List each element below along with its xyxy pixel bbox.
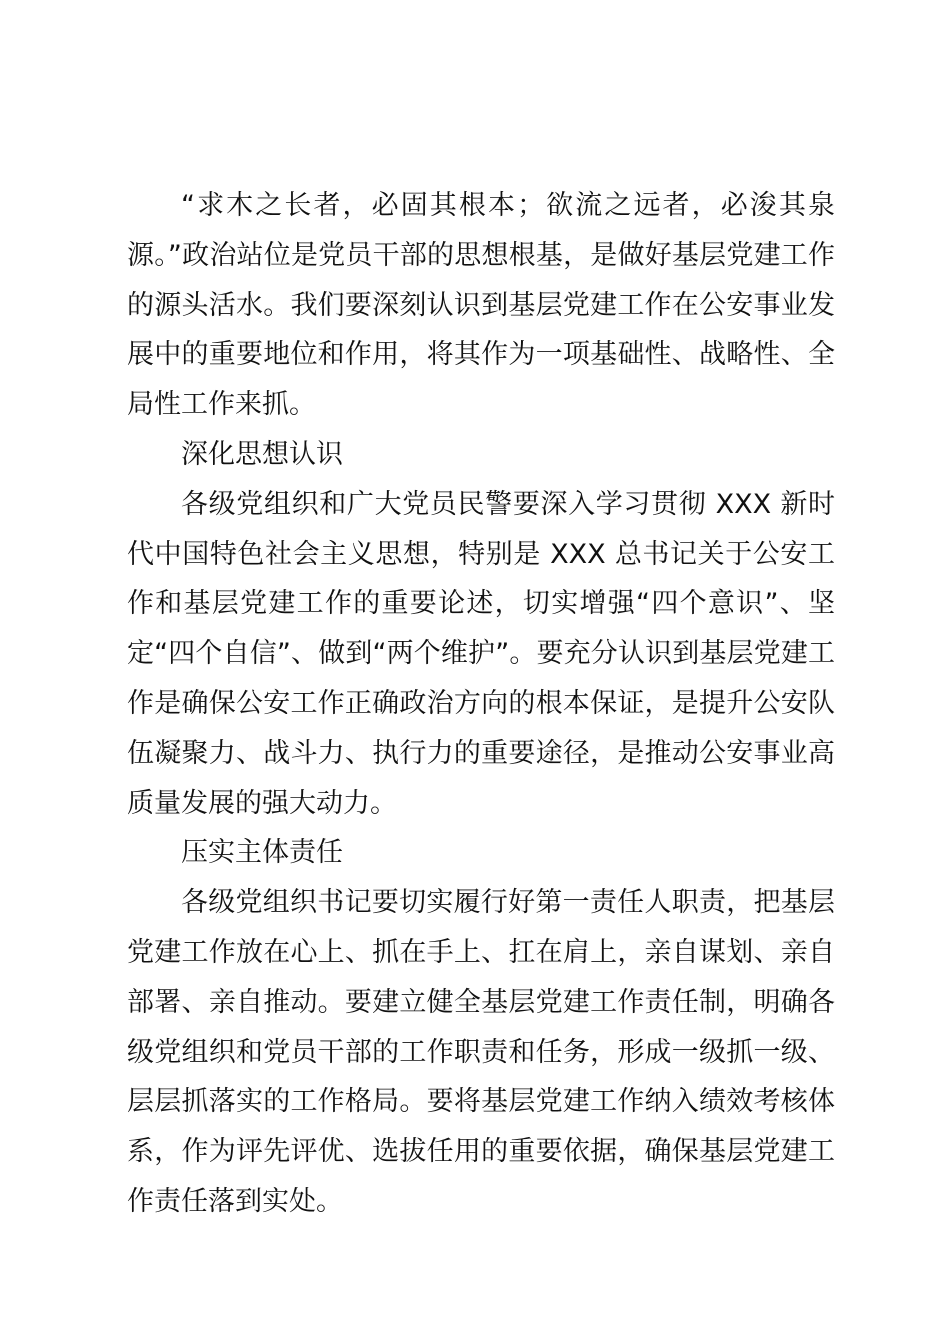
section-heading-deepen-understanding: 深化思想认识 — [181, 438, 343, 470]
body-paragraph-responsibility: 各级党组织书记要切实履行好第一责任人职责，把基层党建工作放在心上、抓在手上、扛在肩上，亲自谋划、亲自部署、亲自推动。要建立健全基层党建工作责任制，明确各级党组织和党员干部的工作职责和任务，形成一级抓一级、层层抓落实的工作格局。要将基层党建工作纳入绩效考核体系，作为评先评优、选拔任用的重要依据，确保基层党建工作责任落到实处。 — [127, 887, 835, 1217]
section-heading-responsibility: 压实主体责任 — [181, 837, 343, 869]
body-paragraph-understanding: 各级党组织和广大党员民警要深入学习贯彻 XXX 新时代中国特色社会主义思想，特别是 XXX 总书记关于公安工作和基层党建工作的重要论述，切实增强“四个意识”、坚定“四个自信”、做到“两个维护”。要充分认识到基层党建工作是确保公安工作正确政治方向的根本保证，是提升公安队伍凝聚力、战斗力、执行力的重要途径，是推动公安事业高质量发展的强大动力。 — [127, 488, 835, 819]
intro-paragraph: “求木之长者，必固其根本；欲流之远者，必浚其泉源。”政治站位是党员干部的思想根基，是做好基层党建工作的源头活水。我们要深刻认识到基层党建工作在公安事业发展中的重要地位和作用，将其作为一项基础性、战略性、全局性工作来抓。 — [127, 190, 835, 421]
document-body — [127, 181, 835, 1227]
